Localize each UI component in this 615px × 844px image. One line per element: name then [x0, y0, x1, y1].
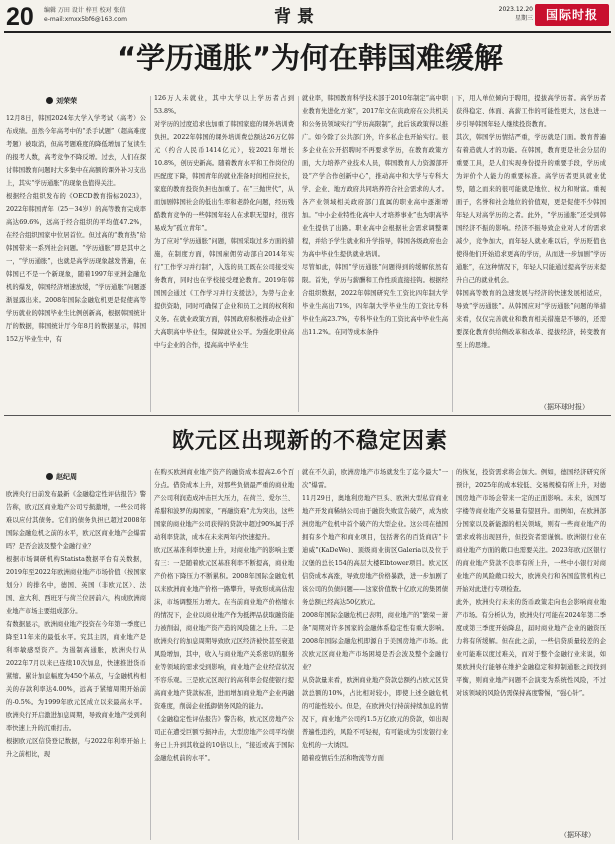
- article2-column-1: 欧洲央行日前发布最新《金融稳定性评估报告》警告称，欧元区商业地产公司亏损激增，一些公司将难以应付其债务。它们的债务负担已超过2008年国际金融危机之前的水平，欧元区商业地产会爆雷吗？是否会波及整个金融行业？ 根据市场调研机构Statista数据平台有关数据，2019年至2022年欧洲商业地产市场价值（按国家划分）的排名中，德国、英国（非欧元区）、法国、意大利、西班牙与荷兰位居前六，构成欧洲商业地产市场主要组成部分。 有数据显示，欧洲商业地产投资在今年第一季度已降至11年来的最低水平。究其主因，商业地产是利率敏感型资产。为遏制高通胀，欧洲央行从2022年7月以来已连续10次加息，快速推进货币紧缩。累计加息幅度为450个基点，与金融机构相关的存款利率达4.00%，远高于紧缩周期开始前的-0.5%。为1999年欧元区成立以来最高水平。欧洲央行开启激进加息周期，导致商业地产受到利率快速上升的沉重打击。 根据欧元区信贷登记数据，与2022年利率开始上升之前相比，现: [6, 491, 146, 758]
- article1-column-1: 12月8日，韩国2024年大学入学考试（高考）公布成绩。虽然今年高考中的“杀手试题”（超高难度考题）被取消，但高考题难度的降低增加了复读生的报考人数，高考竞争不降反增。过去，人们在探讨韩国教育问题时大多集中在高额的课外补习支出上，其实“学历通胀”的现象也值得关注。 根据经合组织发布的《OECD教育指标2023》，2022年韩国青年（25－34岁）的高等教育完成率高达69.6%，远高于经合组织的平均值47.2%，在经合组织国家中位居首位。但过高的“教育热”给韩国带来一系列社会问题。“学历通胀”即是其中之一，“学历通胀”，也就是高学历现象越发普遍，在韩国已不是一个新现象，随着1997年亚洲金融危机的爆发，韩国经济增速放缓，“学历通胀”问题逐渐显露出来。2008年国际金融危机更是促使高等学历就业的韩国毕业生比例创新高，根据韩国统计厅的数据，韩国统计厅今年8月的数据显示，韩国152万毕业生中，有: [6, 115, 146, 343]
- article1-byline: [46, 96, 77, 106]
- author-icon: [46, 473, 53, 480]
- article2-headline: 欧元区出现新的不稳定因素: [171, 429, 448, 454]
- column-divider: [298, 470, 299, 840]
- page-number: 20: [6, 3, 34, 31]
- article1-column-2: 126万人未就业，其中大学以上学历者占到53.8%。 对学历的过度追求也加重了韩国家庭的课外培训费负担。2022年韩国的课外培训费总额达26万亿韩元（约合人民币1414亿元），较2021年增长10.8%，创历史新高。随着教育水平和工作岗位的匹配度下降，韩国青年的就业准备时间相应拉长，家庭的教育投资负担也加重了。在“三抛世代”，从而加剧韩国社会的低出生率和老龄化问题，经历残酷教育竞争的一些韩国年轻人在求职无望时，很容易成为“孤立青年”。 为了应对“学历通胀”问题，韩国采取过多方面的措施，在制度方面，韩国雇佣劳动部自2014年实行“工作学习并行制”，入选的员工既在公司接受实务教育，同时也在学校接受理论教育。2019年韩国国会通过《工作学习并行支援法》，为勞与企业提供资助，同时可确保了企业和员工之间的权利和义务。在就业政策方面，韩国政府积极推动企业扩大高职高中毕业生，保障就业公平。为强化职业高中与企业的合作，提高高中毕业生: [154, 95, 294, 349]
- column-divider: [452, 96, 453, 412]
- author-name: 刘荣荣: [56, 97, 77, 105]
- article1-column-3: 就业率，韩国教育科学技术部于2010年制定“高中职业教育先进化方案”，2017年文在寅政府在公共机关和公务员领域实行“学历高限制”，此后该政策得以推广。如今除了公共部门外，许多私企也开始实行。很多企业在公开招聘时不再要求学历，在教育政策方面，大力培养产业技术人员，韩国教育人力资源部开设“产学合作创新中心”，推动高中和大学与专科大学、企业、地方政府共同培养符合社会需求的人才。各产业领域相关政府部门直属的职业高中逐渐增加。“中小企业特性化高中人才培养事业”也为职高毕业生提供了出路。职业高中会根据社会需求调整课程，并给予学生就业和升学指导，韩国各级政府也会为高中毕业生提供就业培训。 尽管如此，韩国“学历通胀”问题得到的缓解依然有限。首先，学历与薪酬和工作性质直接挂钩。根据经合组织数据，2022年韩国研究生工资比四年制大学毕业生高出71%，四年制大学毕业生的工资比专科毕业生高23.7%，专科毕业生的工资比高中毕业生高出11.2%。在同等成本条件: [302, 95, 448, 336]
- article2-column-4: 的恢复，投资需求将会加大。例如，德国经济研究所预计，2025年的成本较低、交易规模有所上升，对德国房地产市场会带来一定的正面影响。未来，该国写字楼等商业地产交易量有望回升。而例如，在欧洲部分国家以及新能源的相关领域，则有一些商业地产的需求或将出现回升，但投资者需谨慎。欧洲银行业在商业地产方面的敞口也需要关注。2023年欧元区银行的商业地产贷款不良率有所上升，一些中小银行对商业地产的风险敞口较大，欧洲央行和各国监管机构已开始对此进行专项检查。 此外，欧洲央行未来的货币政策走向也会影响商业地产市场。有分析认为，欧洲央行可能在2024年第二季度或第三季度开始降息，届时商业地产企业的融资压力将有所缓解。但在此之前，一些信贷质量较差的企业可能难以度过难关，而对于整个金融行业来说，如果欧洲央行能够在维护金融稳定和抑制通胀之间找到平衡，则商业地产问题不会演变为系统性风险，不过对该领域的风险仍需保持高度警惕，“强心针”。: [456, 469, 606, 697]
- column-divider: [150, 470, 151, 840]
- article1-column-4: 下，用人单位倾向于聘用，提拔高学历者。高学历者获得稳定、体面、高薪工作的可能性更大，这也进一步引导韩国年轻人继续投资教育。 其次，韩国学历情结严重，学历就是门面。教育普遍有着造就人才的功能。在韩国，教育更是社会分层的重要工具，是人们实现身份提升的重要手段，学历成为评价个人能力的重要标准。高学历者更具就业优势，随之而来的很可能就是地位、权力和财富。重视面子，名誉和社会地位的价值观，更是促使不少韩国年轻人对高学历的之者。此外，“学历通胀”还受到韩国经济不振的影响。经济不振导致企业对人才的需求减少，竞争加大，而年轻人就业难以后，学历贬值也使得他们开始追求更高的学历，从而进一步加剧“学历通胀”，在这种情况下，年轻人只能通过提高学历来提升自己的就业机会。 韩国高等教育的急速发展与经济的快速发展相适应，导致“学历通胀”。从韩国应对“学历通胀”问题的举措来看，仅仅完善就业和教育相关措施是不够的，还需要深化教育供给侧改革和改革、提拔经济，转变教育至上的思维。: [456, 95, 606, 349]
- column-divider: [452, 470, 453, 840]
- section-divider: [4, 415, 611, 416]
- issue-date: 2023.12.20 星期三: [498, 6, 533, 22]
- article2-byline: [46, 472, 77, 482]
- author-icon: [46, 97, 53, 104]
- article2-source: （据环球）: [560, 831, 595, 839]
- article1-source: （据环球时报）: [540, 403, 589, 411]
- section-title: 背景: [274, 7, 320, 27]
- article2-column-2: 在购买欧洲商业地产资产的融资成本提高2.6个百分点。借贷成本上升，对那些负债最严重的商业地产公司利润造成冲击巨大压力，在荷兰、爱尔兰、希腊和波罗的海国家，“再融资难”尤为突出，这些国家的商业地产公司获得的贷款中超过90%属于浮动利率贷款，成本在未来两年内快速提升。 欧元区基准利率快速上升，对商业地产的影响主要有三：一是随着欧元区基准利率不断提高，商业地产价格下降压力不断累积。2008年国际金融危机以来欧洲商业地产价格一路攀升，导致形成高估泡沫，市场调整压力增大。在当前商业地产价格缩水的情况下，企业以商业地产作为抵押品获取融资能力被削弱，商业地产资产造的风险随之上升。二是欧洲央行的加息周期导致欧元区经济被快甚至衰退风险增加，其中，收入与商业地产关系密切的服务业等领域的需求受到影响，商业地产企业经营状况不容乐观。三是欧元区现行的高利率会促使银行提高商业地产贷款标准，进而增加商业地产企业再融资难度，削弱企业抵御债务风险的能力。 《金融稳定性评估报告》警告称，欧元区房地产公司正在遭受巨额亏损冲击，大型房地产公司平均债务已上升到其收益的10倍以上，“接近或高于国际金融危机前的水平”。: [154, 469, 294, 762]
- editor-credits: 编辑 万田 设计 梓亘 校对 张信 e-mail:xmxx5bf6@163.com: [44, 7, 127, 23]
- page-header: [4, 3, 611, 33]
- article2-column-3: 就在不久前，欧洲房地产市场就发生了迄今最大“一次”爆雷。 11月29日，奥地利房地产巨头、欧洲大型私营商业地产开发商稀纳公司由于融资失败宣告破产，成为欧洲房地产危机中首个破产的大型企业。这公司在德国拥有多个地产和商业项目，包括著名的百货商店“卡迪威”(KaDeWe)、顶级商业街区Galeria以及位于汉堡的总长154的高层大楼Elbtower项目。欧元区信贷成本高涨，导致房地产价格暴跌，进一步加剧了该公司的负债问题——这家价值数十亿欧元的集团债务总额已经高达50亿欧元。 2008年国际金融危机已表明，商业地产的“繁荣－萧条”周期对许多国家的金融体系稳定性有重大影响。2008年国际金融危机即源自于美国房地产市场。此次欧元区商业地产市场困境是否会波及整个金融行业？ 从贷款量来看，欧洲商业地产贷款总额约占欧元区贷款总额的10%，占比相对较小，即使上述全融危机的可能性较小。但是，在欧洲央行持前持续加息的情况下，商业地产公司约1.5万亿欧元的贷款，如出现普遍性违约，风险不可轻视，有可能成为引发银行业危机的一大诱因。 随着疫情后生活和物流等方面: [302, 469, 448, 762]
- article1-headline: “学历通胀”为何在韩国难缓解: [116, 41, 504, 75]
- column-divider: [150, 96, 151, 412]
- author-name: 赵纪周: [56, 473, 77, 481]
- newspaper-logo: 国际时报: [535, 4, 609, 26]
- column-divider: [298, 96, 299, 412]
